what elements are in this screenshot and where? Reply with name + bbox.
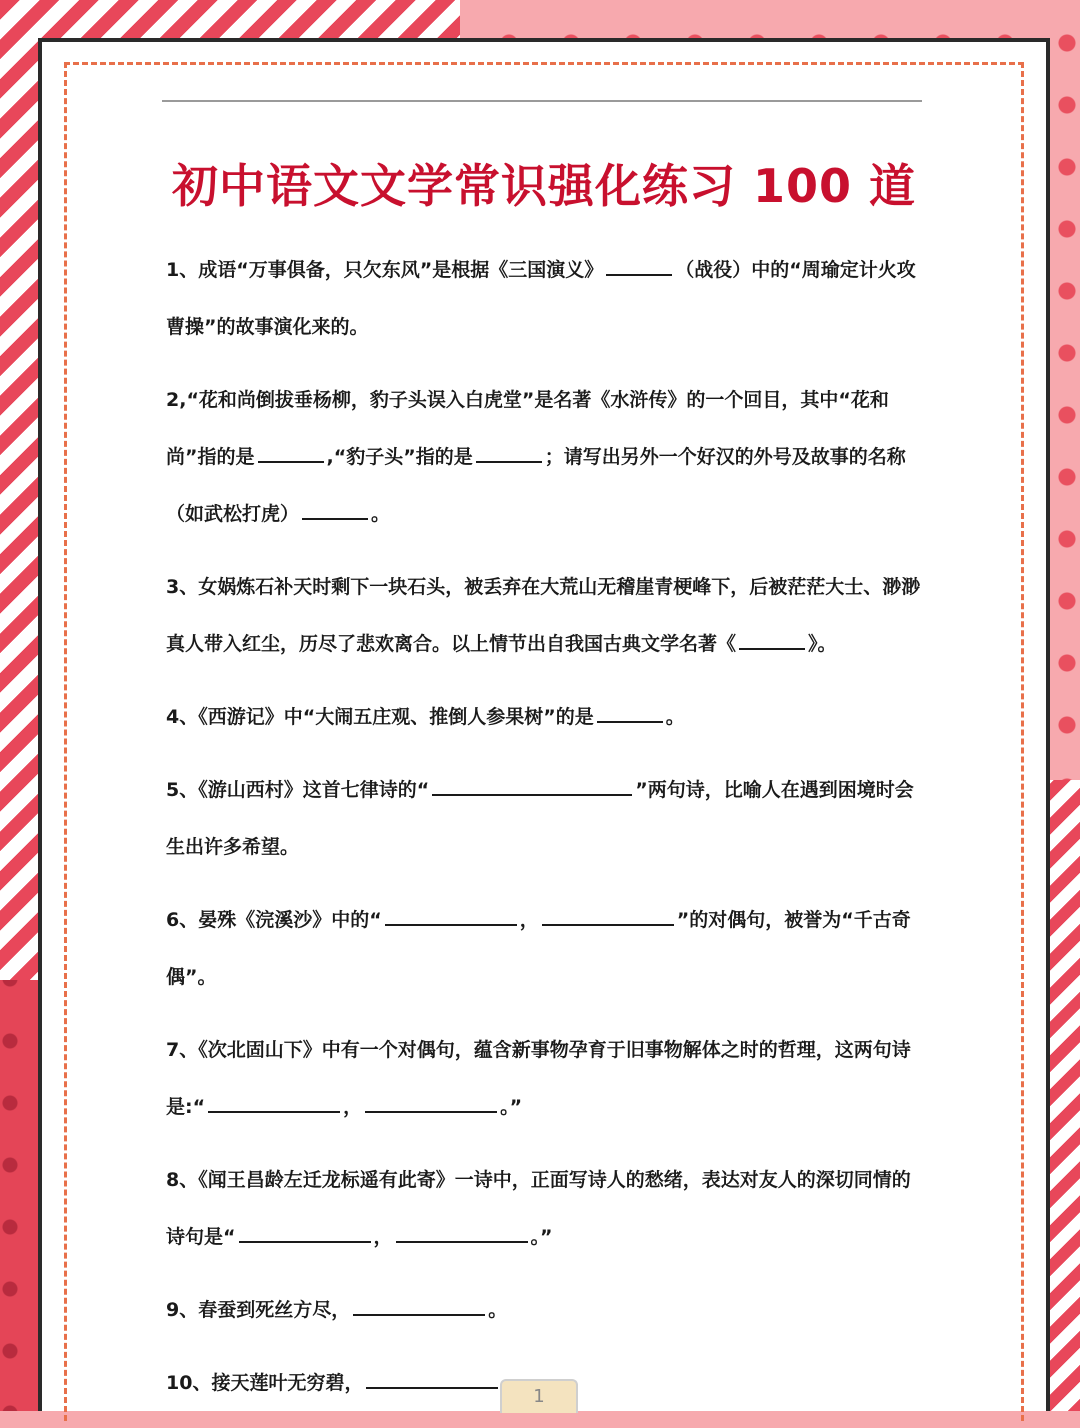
question-text: 》。 bbox=[808, 633, 837, 655]
question-text: 7、《次北固山下》中有一个对偶句，蕴含新事物孕育于旧事物解体之时的哲理，这两句诗是:“ bbox=[166, 1039, 911, 1118]
answer-blank bbox=[597, 701, 663, 723]
question-text: ， bbox=[519, 909, 539, 931]
answer-blank bbox=[302, 498, 368, 520]
question-text: ,“豹子头”指的是 bbox=[326, 446, 473, 468]
question-2 bbox=[166, 372, 926, 543]
question-9 bbox=[166, 1282, 926, 1339]
question-1 bbox=[166, 242, 926, 356]
question-3 bbox=[166, 559, 926, 673]
question-text: 3、女娲炼石补天时剩下一块石头，被丢弃在大荒山无稽崖青梗峰下，后被茫茫大士、渺渺真人带入红尘，历尽了悲欢离合。以上情节出自我国古典文学名著《 bbox=[166, 576, 921, 655]
question-text: 9、春蚕到死丝方尽， bbox=[166, 1299, 351, 1321]
question-8 bbox=[166, 1152, 926, 1266]
question-text: 1、成语“万事俱备，只欠东风”是根据《三国演义》 bbox=[166, 259, 604, 281]
question-text: 5、《游山西村》这首七律诗的“ bbox=[166, 779, 430, 801]
answer-blank bbox=[542, 904, 674, 926]
question-text: 6、晏殊《浣溪沙》中的“ bbox=[166, 909, 382, 931]
answer-blank bbox=[432, 774, 632, 796]
answer-blank bbox=[385, 904, 517, 926]
answer-blank bbox=[239, 1221, 371, 1243]
answer-blank bbox=[396, 1221, 528, 1243]
answer-blank bbox=[208, 1091, 340, 1113]
question-text: ”的对偶句，被誉为“千古奇偶”。 bbox=[166, 909, 911, 988]
question-text: 4、《西游记》中“大闹五庄观、推倒人参果树”的是 bbox=[166, 706, 594, 728]
page-number: 1 bbox=[500, 1379, 578, 1413]
question-text: 。” bbox=[530, 1226, 553, 1248]
page-title: 初中语文文学常识强化练习 100 道 bbox=[171, 159, 917, 213]
question-text: 。” bbox=[500, 1096, 523, 1118]
question-text: 。 bbox=[488, 1299, 508, 1321]
question-text: 。 bbox=[665, 706, 685, 728]
question-list bbox=[166, 242, 926, 1428]
question-text: ；请写出另外一个好汉的外号及故事的名称（如武松打虎） bbox=[166, 446, 906, 525]
answer-blank bbox=[476, 441, 542, 463]
question-text: 2,“花和尚倒拔垂杨柳，豹子头误入白虎堂”是名著《水浒传》的一个回目，其中“花和尚”指的是 bbox=[166, 389, 889, 468]
question-text: ”两句诗，比喻人在遇到困境时会生出许多希望。 bbox=[166, 779, 914, 858]
answer-blank bbox=[258, 441, 324, 463]
answer-blank bbox=[606, 254, 672, 276]
answer-blank bbox=[366, 1367, 498, 1389]
question-text: ， bbox=[373, 1226, 393, 1248]
question-text: 。 bbox=[371, 503, 391, 525]
question-5 bbox=[166, 762, 926, 876]
question-7 bbox=[166, 1022, 926, 1136]
answer-blank bbox=[353, 1294, 485, 1316]
question-text: （战役）中的“周瑜定计火攻曹操”的故事演化来的。 bbox=[166, 259, 916, 338]
question-4 bbox=[166, 689, 926, 746]
question-text: 8、《闻王昌龄左迁龙标遥有此寄》一诗中，正面写诗人的愁绪，表达对友人的深切同情的诗句是“ bbox=[166, 1169, 911, 1248]
worksheet-paper bbox=[38, 38, 1050, 1411]
top-divider bbox=[162, 100, 922, 102]
question-6 bbox=[166, 892, 926, 1006]
answer-blank bbox=[365, 1091, 497, 1113]
question-text: 10、接天莲叶无穷碧， bbox=[166, 1372, 364, 1394]
question-text: ， bbox=[343, 1096, 363, 1118]
answer-blank bbox=[739, 628, 805, 650]
